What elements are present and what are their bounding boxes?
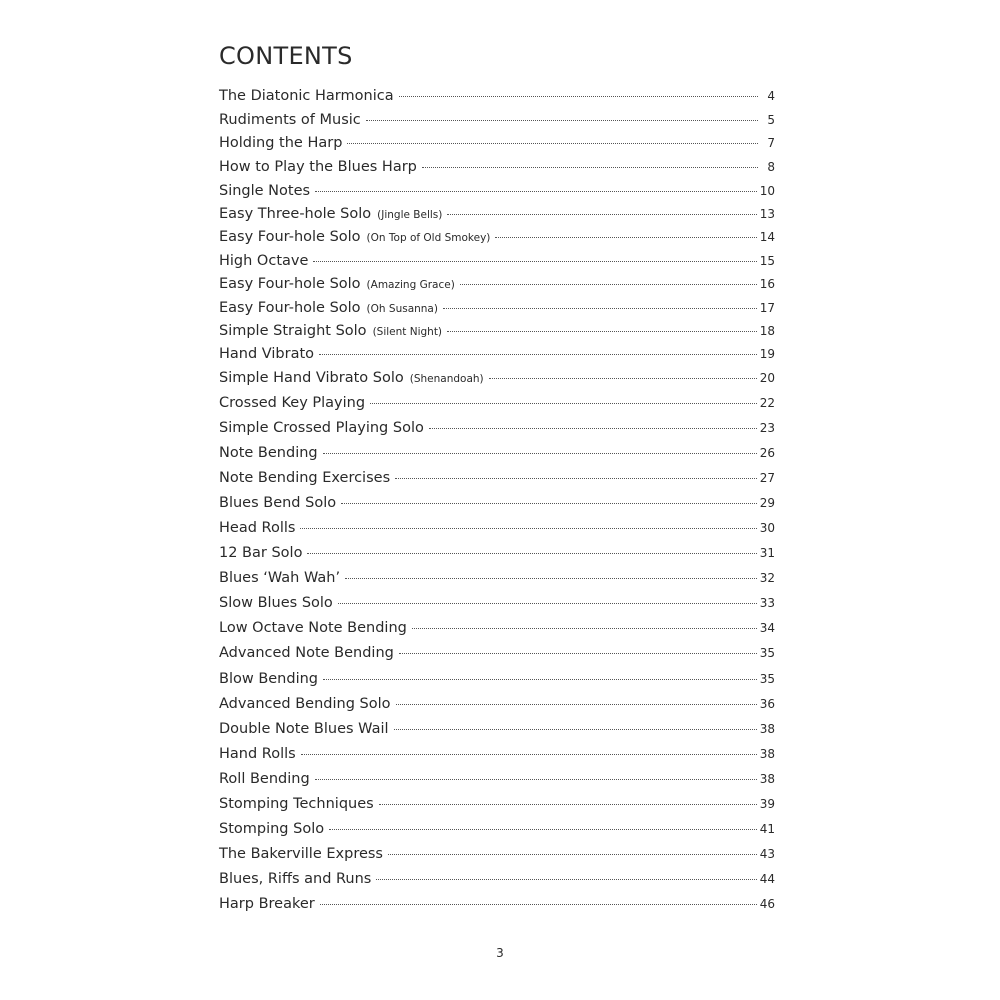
- toc-entry-page: 15: [759, 254, 775, 268]
- toc-entry-title: Hand Rolls: [219, 746, 296, 762]
- toc-entry-page: 13: [759, 207, 775, 221]
- toc-entry-page: 27: [759, 471, 775, 485]
- dot-leader: [315, 779, 757, 780]
- toc-entry-page: 34: [759, 621, 775, 635]
- dot-leader: [388, 854, 757, 855]
- dot-leader: [394, 729, 757, 730]
- toc-entry-subtitle: (Jingle Bells): [377, 209, 443, 221]
- toc-entry-title: Simple Hand Vibrato Solo: [219, 370, 404, 386]
- dot-leader: [300, 528, 756, 529]
- toc-entry-title: Easy Four-hole Solo: [219, 300, 361, 316]
- toc-entry-title: 12 Bar Solo: [219, 545, 303, 561]
- toc-entry: [219, 395, 775, 419]
- toc-entry-title: Blow Bending: [219, 671, 319, 687]
- dot-leader: [495, 237, 756, 238]
- dot-leader: [345, 578, 757, 579]
- toc-entry-title: Holding the Harp: [219, 135, 343, 151]
- toc-entry-title: Crossed Key Playing: [219, 395, 366, 411]
- toc-entry: [219, 871, 775, 895]
- dot-leader: [315, 191, 757, 192]
- toc-entry: [219, 470, 775, 494]
- toc-entry-page: 29: [759, 496, 775, 510]
- toc-entry-page: 20: [759, 371, 775, 385]
- toc-entry-page: 46: [759, 897, 775, 911]
- toc-entry-title: Simple Straight Solo: [219, 323, 367, 339]
- toc-entry-page: 23: [759, 421, 775, 435]
- toc-entry: [219, 796, 775, 820]
- toc-entry: [219, 520, 775, 544]
- toc-entry: [219, 721, 775, 745]
- dot-leader: [399, 96, 758, 97]
- contents-heading: CONTENTS: [219, 42, 353, 70]
- toc-entry-title: Blues, Riffs and Runs: [219, 871, 372, 887]
- dot-leader: [347, 143, 758, 144]
- toc-entry: [219, 135, 775, 159]
- toc-entry-page: 39: [759, 797, 775, 811]
- toc-entry: [219, 896, 775, 920]
- toc-entry-title: Advanced Note Bending: [219, 645, 394, 661]
- toc-entry: [219, 183, 775, 207]
- toc-entry: [219, 570, 775, 594]
- toc-entry-page: 30: [759, 521, 775, 535]
- toc-entry-page: 41: [759, 822, 775, 836]
- dot-leader: [313, 261, 756, 262]
- toc-entry-page: 18: [759, 324, 775, 338]
- dot-leader: [396, 704, 757, 705]
- toc-entry: [219, 746, 775, 770]
- toc-entry: [219, 323, 775, 347]
- toc-entry-title: Advanced Bending Solo: [219, 696, 391, 712]
- toc-entry: [219, 346, 775, 370]
- toc-entry-title: Easy Four-hole Solo: [219, 276, 361, 292]
- toc-entry-title: Roll Bending: [219, 771, 310, 787]
- toc-entry-page: 32: [759, 571, 775, 585]
- toc-entry-page: 43: [759, 847, 775, 861]
- toc-entry-title: Low Octave Note Bending: [219, 620, 407, 636]
- toc-entry-title: Double Note Blues Wail: [219, 721, 389, 737]
- toc-entry: [219, 846, 775, 870]
- toc-entry-subtitle: (Silent Night): [372, 326, 443, 338]
- dot-leader: [376, 879, 756, 880]
- toc-entry: [219, 771, 775, 795]
- toc-entry-page: 36: [759, 697, 775, 711]
- toc-entry-title: Blues Bend Solo: [219, 495, 337, 511]
- toc-entry-title: The Diatonic Harmonica: [219, 88, 394, 104]
- page-number: 3: [496, 946, 504, 960]
- toc-entry-subtitle: (Shenandoah): [409, 373, 484, 385]
- toc-entry-title: Slow Blues Solo: [219, 595, 333, 611]
- toc-entry: [219, 821, 775, 845]
- toc-entry-title: Easy Three-hole Solo: [219, 206, 372, 222]
- dot-leader: [460, 284, 757, 285]
- toc-entry-page: 35: [759, 672, 775, 686]
- toc-entry-page: 22: [759, 396, 775, 410]
- dot-leader: [323, 453, 757, 454]
- toc-entry-page: 19: [759, 347, 775, 361]
- toc-entry-title: Note Bending: [219, 445, 318, 461]
- toc-entry-page: 44: [759, 872, 775, 886]
- toc-entry-title: Note Bending Exercises: [219, 470, 391, 486]
- toc-entry-page: 33: [759, 596, 775, 610]
- toc-entry-page: 14: [759, 230, 775, 244]
- toc-entry: [219, 112, 775, 136]
- dot-leader: [366, 120, 758, 121]
- dot-leader: [341, 503, 757, 504]
- toc-entry-subtitle: (Oh Susanna): [366, 303, 438, 315]
- toc-entry: [219, 206, 775, 230]
- toc-entry-title: Head Rolls: [219, 520, 296, 536]
- toc-entry: [219, 495, 775, 519]
- toc-entry-subtitle: (On Top of Old Smokey): [366, 232, 491, 244]
- toc-entry-title: How to Play the Blues Harp: [219, 159, 417, 175]
- dot-leader: [429, 428, 757, 429]
- toc-entry-page: 5: [767, 113, 775, 127]
- dot-leader: [329, 829, 757, 830]
- dot-leader: [307, 553, 756, 554]
- toc-entry: [219, 88, 775, 112]
- dot-leader: [447, 214, 756, 215]
- toc-entry: [219, 370, 775, 394]
- toc-entry-title: Single Notes: [219, 183, 311, 199]
- dot-leader: [301, 754, 757, 755]
- toc-entry-title: The Bakerville Express: [219, 846, 383, 862]
- toc-entry: [219, 595, 775, 619]
- toc-entry-title: High Octave: [219, 253, 309, 269]
- toc-entry: [219, 645, 775, 669]
- toc-entry-page: 7: [767, 136, 775, 150]
- dot-leader: [443, 308, 757, 309]
- toc-entry-subtitle: (Amazing Grace): [366, 279, 455, 291]
- toc-entry-page: 17: [759, 301, 775, 315]
- dot-leader: [319, 354, 757, 355]
- toc-entry: [219, 276, 775, 300]
- toc-entry-title: Rudiments of Music: [219, 112, 361, 128]
- toc-entry: [219, 159, 775, 183]
- toc-entry-title: Easy Four-hole Solo: [219, 229, 361, 245]
- dot-leader: [412, 628, 757, 629]
- dot-leader: [447, 331, 757, 332]
- dot-leader: [379, 804, 757, 805]
- toc-entry-page: 38: [759, 722, 775, 736]
- dot-leader: [489, 378, 757, 379]
- toc-entry-page: 31: [759, 546, 775, 560]
- dot-leader: [370, 403, 757, 404]
- toc-entry: [219, 300, 775, 324]
- dot-leader: [323, 679, 757, 680]
- toc-entry: [219, 253, 775, 277]
- toc-entry-title: Stomping Techniques: [219, 796, 374, 812]
- toc-entry-title: Stomping Solo: [219, 821, 325, 837]
- dot-leader: [422, 167, 758, 168]
- toc-entry: [219, 229, 775, 253]
- toc-entry-title: Harp Breaker: [219, 896, 315, 912]
- dot-leader: [320, 904, 757, 905]
- toc-entry-page: 38: [759, 747, 775, 761]
- toc-entry-page: 35: [759, 646, 775, 660]
- toc-entry-page: 16: [759, 277, 775, 291]
- toc-entry-page: 38: [759, 772, 775, 786]
- toc-entry: [219, 671, 775, 695]
- dot-leader: [399, 653, 757, 654]
- toc-entry-page: 4: [767, 89, 775, 103]
- toc-entry: [219, 620, 775, 644]
- toc-entry: [219, 445, 775, 469]
- toc-entry-page: 26: [759, 446, 775, 460]
- toc-entry-page: 10: [759, 184, 775, 198]
- toc-entry-title: Blues ‘Wah Wah’: [219, 570, 341, 586]
- toc-entry-title: Hand Vibrato: [219, 346, 315, 362]
- toc-entry-page: 8: [767, 160, 775, 174]
- toc-entry: [219, 696, 775, 720]
- toc-entry-title: Simple Crossed Playing Solo: [219, 420, 424, 436]
- toc-entry: [219, 545, 775, 569]
- toc-entry: [219, 420, 775, 444]
- dot-leader: [338, 603, 757, 604]
- dot-leader: [395, 478, 757, 479]
